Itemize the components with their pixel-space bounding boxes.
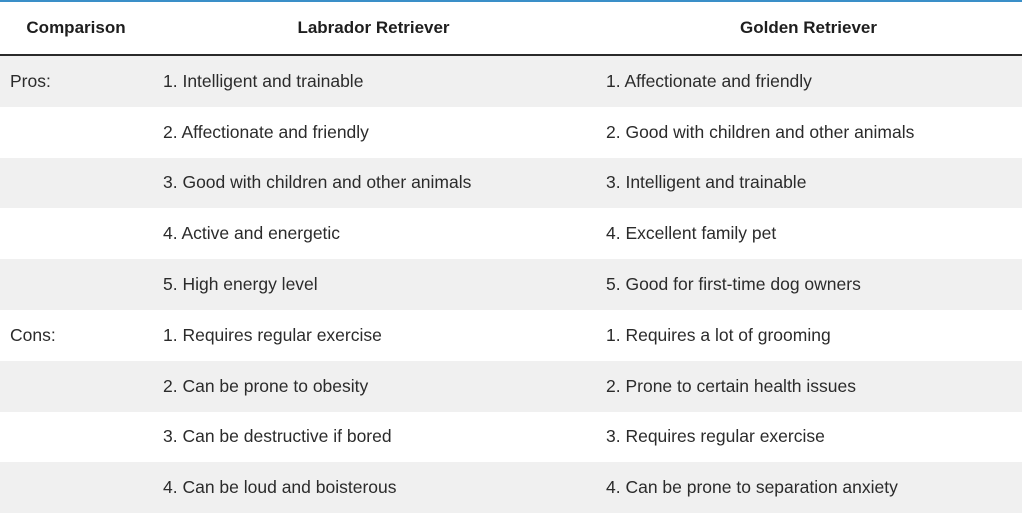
golden-cell: 5. Good for first-time dog owners xyxy=(595,259,1022,310)
golden-cell: 2. Prone to certain health issues xyxy=(595,361,1022,412)
table-header-row xyxy=(0,2,1022,55)
header-golden-retriever: Golden Retriever xyxy=(595,2,1022,55)
golden-cell: 1. Affectionate and friendly xyxy=(595,55,1022,107)
golden-cell: 1. Requires a lot of grooming xyxy=(595,310,1022,361)
row-label xyxy=(0,412,152,463)
row-label xyxy=(0,462,152,513)
table-row xyxy=(0,55,1022,107)
golden-cell: 2. Good with children and other animals xyxy=(595,107,1022,158)
table-row xyxy=(0,259,1022,310)
header-comparison: Comparison xyxy=(0,2,152,55)
golden-cell: 3. Requires regular exercise xyxy=(595,412,1022,463)
row-label: Cons: xyxy=(0,310,152,361)
labrador-cell: 3. Good with children and other animals xyxy=(152,158,595,209)
table-row xyxy=(0,208,1022,259)
labrador-cell: 1. Intelligent and trainable xyxy=(152,55,595,107)
row-label xyxy=(0,259,152,310)
labrador-cell: 2. Affectionate and friendly xyxy=(152,107,595,158)
labrador-cell: 3. Can be destructive if bored xyxy=(152,412,595,463)
row-label xyxy=(0,208,152,259)
row-label xyxy=(0,361,152,412)
labrador-cell: 4. Can be loud and boisterous xyxy=(152,462,595,513)
table-row xyxy=(0,462,1022,513)
table-row xyxy=(0,310,1022,361)
labrador-cell: 1. Requires regular exercise xyxy=(152,310,595,361)
golden-cell: 4. Excellent family pet xyxy=(595,208,1022,259)
golden-cell: 3. Intelligent and trainable xyxy=(595,158,1022,209)
table-row xyxy=(0,158,1022,209)
table-row xyxy=(0,107,1022,158)
table-row xyxy=(0,361,1022,412)
comparison-table xyxy=(0,2,1022,513)
table-row xyxy=(0,412,1022,463)
labrador-cell: 2. Can be prone to obesity xyxy=(152,361,595,412)
labrador-cell: 4. Active and energetic xyxy=(152,208,595,259)
row-label xyxy=(0,158,152,209)
row-label: Pros: xyxy=(0,55,152,107)
labrador-cell: 5. High energy level xyxy=(152,259,595,310)
row-label xyxy=(0,107,152,158)
header-labrador-retriever: Labrador Retriever xyxy=(152,2,595,55)
golden-cell: 4. Can be prone to separation anxiety xyxy=(595,462,1022,513)
